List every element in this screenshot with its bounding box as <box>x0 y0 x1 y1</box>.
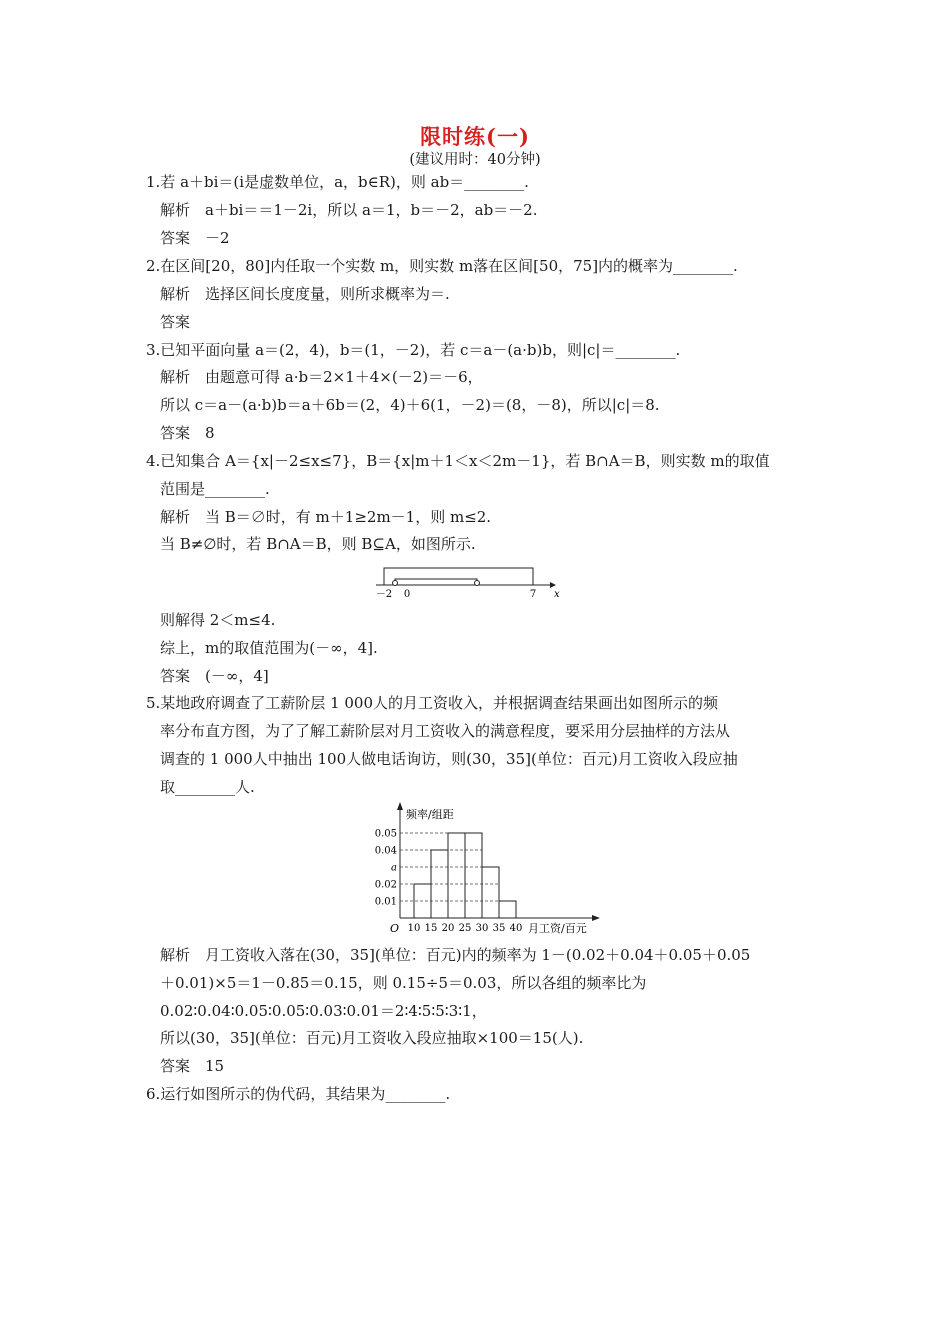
analysis-5-cont-3: 所以(30，35](单位：百元)月工资收入段应抽取×100＝15(人). <box>160 1029 584 1047</box>
analysis-4-result: 则解得 2＜m≤4. <box>160 611 276 629</box>
page-subtitle: (建议用时：40分钟) <box>409 152 541 168</box>
question-3: 3.已知平面向量 a＝(2，4)，b＝(1，－2)，若 c＝a－(a·b)b，则|c|＝________. <box>146 341 681 359</box>
frequency-histogram <box>360 800 620 940</box>
y-tick-label: 0.02 <box>374 879 397 891</box>
answer-4: 答案 (－∞，4] <box>160 667 269 685</box>
x-tick-label: 10 <box>407 923 421 934</box>
question-5-cont-1: 率分布直方图，为了了解工薪阶层对月工资收入的满意程度，要采用分层抽样的方法从 <box>160 722 731 740</box>
x-tick-label: 15 <box>424 923 438 934</box>
x-axis-arrow <box>592 915 600 921</box>
question-6: 6.运行如图所示的伪代码，其结果为________. <box>146 1085 451 1103</box>
y-tick-label: 0.01 <box>374 896 397 908</box>
axis-label-x: x <box>554 589 560 600</box>
open-endpoint-right <box>475 581 480 586</box>
analysis-5-cont-2: 0.02∶0.04∶0.05∶0.05∶0.03∶0.01＝2∶4∶5∶5∶3∶1， <box>160 1002 487 1020</box>
x-tick-label: 20 <box>441 923 455 934</box>
x-tick-label: 35 <box>492 923 506 934</box>
x-axis-label: 月工资/百元 <box>528 922 587 935</box>
y-tick-label: 0.04 <box>374 845 397 857</box>
tick-label-0: 0 <box>403 589 411 600</box>
answer-5: 答案 15 <box>160 1057 225 1075</box>
question-4-cont: 范围是________. <box>160 480 270 498</box>
set-a-bracket <box>384 568 533 585</box>
open-endpoint-left <box>393 581 398 586</box>
y-axis-arrow <box>397 802 403 810</box>
question-5-cont-3: 取________人. <box>160 778 255 796</box>
answer-1: 答案 －2 <box>160 229 230 247</box>
x-tick-label: 25 <box>458 923 472 934</box>
y-tick-label: a <box>391 862 397 874</box>
question-5: 5.某地政府调查了工薪阶层 1 000人的月工资收入，并根据调查结果画出如图所示的频 <box>146 694 719 712</box>
question-4: 4.已知集合 A＝{x|－2≤x≤7}，B＝{x|m＋1＜x＜2m－1}，若 B∩A＝B，则实数 m的取值 <box>146 452 770 470</box>
question-2: 2.在区间[20，80]内任取一个实数 m，则实数 m落在区间[50，75]内的概率为________. <box>146 257 738 275</box>
tick-label-neg2: －2 <box>375 589 393 600</box>
analysis-4-cont: 当 B≠∅时，若 B∩A＝B，则 B⊆A，如图所示. <box>160 535 476 553</box>
analysis-3: 解析 由题意可得 a·b＝2×1＋4×(－2)＝－6， <box>160 368 483 386</box>
question-1: 1.若 a＋bi＝(i是虚数单位，a，b∈R)，则 ab＝________. <box>146 173 529 191</box>
histogram-bar-25-30 <box>465 833 482 918</box>
analysis-4: 解析 当 B＝∅时，有 m＋1≥2m－1，则 m≤2. <box>160 508 492 526</box>
number-line-arrow <box>550 582 556 588</box>
analysis-5: 解析 月工资收入落在(30，35](单位：百元)内的频率为 1－(0.02＋0.04＋0.05＋0.05 <box>160 946 751 964</box>
histogram-bar-35-40 <box>499 901 516 918</box>
analysis-3-cont: 所以 c＝a－(a·b)b＝a＋6b＝(2，4)＋6(1，－2)＝(8，－8)，所以|c|＝8. <box>160 396 660 414</box>
origin-label: O <box>390 922 400 935</box>
set-b-bracket <box>395 579 477 585</box>
analysis-4-summary: 综上，m的取值范围为(－∞，4]. <box>160 639 378 657</box>
analysis-5-cont-1: ＋0.01)×5＝1－0.85＝0.15，则 0.15÷5＝0.03，所以各组的频率比为 <box>160 974 647 992</box>
y-tick-label: 0.05 <box>374 828 397 840</box>
page-title: 限时练(一) <box>420 124 530 149</box>
tick-label-7: 7 <box>529 589 537 600</box>
histogram-bar-20-25 <box>448 833 465 918</box>
answer-3: 答案 8 <box>160 424 215 442</box>
x-tick-label: 30 <box>475 923 489 934</box>
analysis-1: 解析 a＋bi＝＝1－2i，所以 a＝1，b＝－2，ab＝－2. <box>160 201 538 219</box>
y-axis-label: 频率/组距 <box>406 808 454 821</box>
answer-2: 答案 <box>160 313 191 331</box>
x-tick-label: 40 <box>509 923 523 934</box>
question-5-cont-2: 调查的 1 000人中抽出 100人做电话询访，则(30，35](单位：百元)月工资收入段应抽 <box>160 750 738 768</box>
analysis-2: 解析 选择区间长度度量，则所求概率为＝. <box>160 285 450 303</box>
number-line-figure <box>370 563 570 601</box>
histogram-bar-30-35 <box>482 867 499 918</box>
